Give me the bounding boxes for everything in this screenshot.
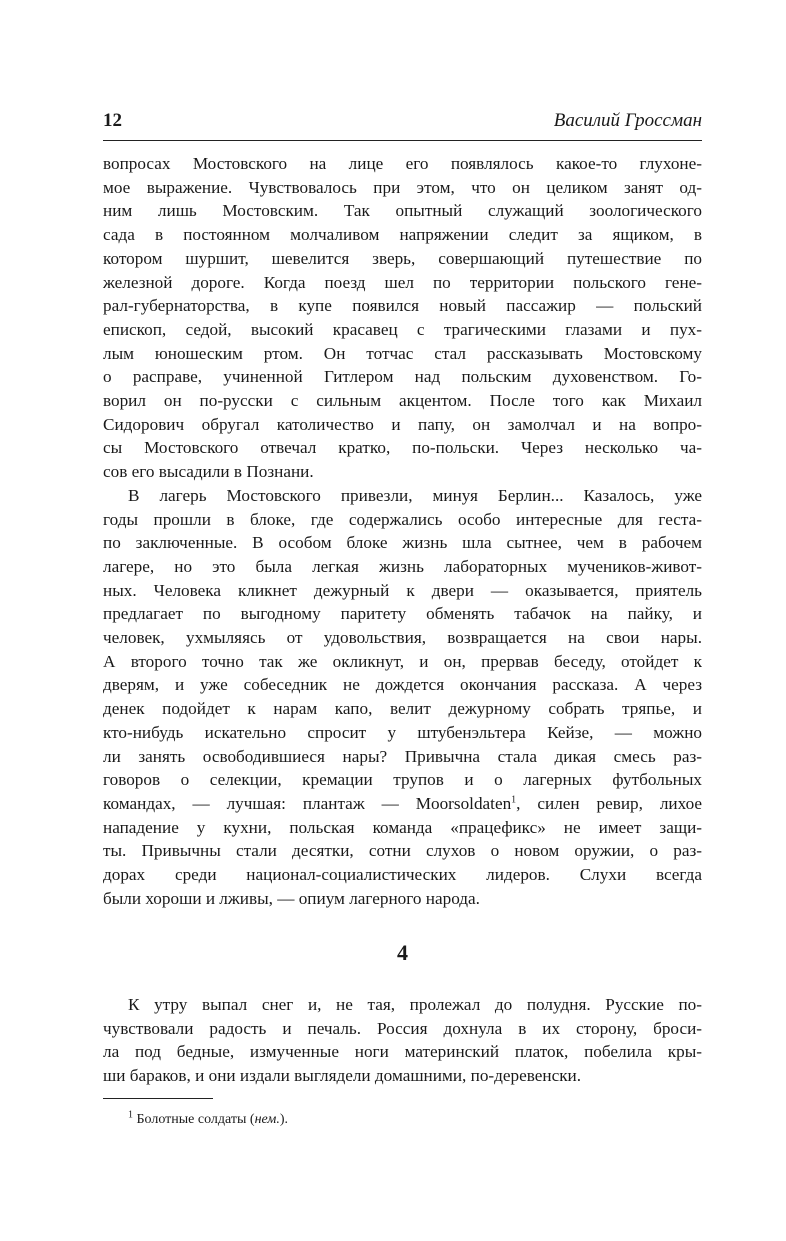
text-line: ных. Человека кликнет дежурный к двери — оказывается, приятель bbox=[103, 580, 702, 600]
footnote-reference[interactable]: 1 bbox=[511, 794, 517, 806]
text-line: В лагерь Мостовского привезли, минуя Берлин... Казалось, уже bbox=[128, 485, 702, 505]
section-paragraph bbox=[103, 993, 702, 1088]
main-text bbox=[103, 152, 702, 911]
text-line: рал-губернаторства, в купе появился новый пассажир — польский bbox=[103, 296, 702, 316]
text-line: железной дороге. Когда поезд шел по территории польского гене- bbox=[103, 272, 702, 292]
text-line: нападение у кухни, польская команда «працефикс» не имеет защи- bbox=[103, 817, 702, 837]
text-line: ворил он по-русски с сильным акцентом. После того как Михаил bbox=[103, 391, 702, 411]
text-line: котором шуршит, шевелится зверь, совершающий путешествие по bbox=[103, 248, 702, 268]
text-line: чувствовали радость и печаль. Россия дохнула в их сторону, броси- bbox=[103, 1018, 702, 1038]
header-rule bbox=[103, 140, 702, 141]
footnote bbox=[128, 1109, 288, 1128]
text-line: лым юношеским ртом. Он тотчас стал рассказывать Мостовскому bbox=[103, 343, 702, 363]
text-line: по заключенные. В особом блоке жизнь шла сытнее, чем в рабочем bbox=[103, 533, 702, 553]
text-line: ним лишь Мостовским. Так опытный служащий зоологического bbox=[103, 201, 702, 221]
text-line: о расправе, учиненной Гитлером над польским духовенством. Го- bbox=[103, 367, 702, 387]
running-head-author: Василий Гроссман bbox=[553, 110, 702, 131]
text-line: денек подойдет к нарам капо, велит дежурному собрать тряпье, и bbox=[103, 699, 702, 719]
text-line: ли занять освободившиеся нары? Привычна стала дикая смесь раз- bbox=[103, 746, 702, 766]
text-line: епископ, седой, высокий красавец с трагическими глазами и пух- bbox=[103, 319, 702, 339]
footnote-language: нем. bbox=[254, 1112, 280, 1127]
text-line: человек, ухмыляясь от удовольствия, возвращается на свои нары. bbox=[103, 628, 702, 648]
page-number: 12 bbox=[103, 110, 122, 131]
text-line: были хороши и лживы, — опиум лагерного народа. bbox=[103, 888, 480, 908]
text-line: сов его высадили в Познани. bbox=[103, 462, 314, 482]
text-line: мое выражение. Чувствовалось при этом, что он целиком занят од- bbox=[103, 177, 702, 197]
text-line: ши бараков, и они издали выглядели домашними, по-деревенски. bbox=[103, 1066, 582, 1086]
text-line: вопросах Мостовского на лице его появлялось какое-то глухоне- bbox=[103, 154, 702, 173]
section-number: 4 bbox=[397, 940, 408, 965]
paragraph-2 bbox=[103, 484, 702, 911]
text-line: годы прошли в блоке, где содержались особо интересные для геста- bbox=[103, 509, 702, 529]
text-line: дорах среди национал-социалистических лидеров. Слухи всегда bbox=[103, 865, 702, 885]
text-line: ты. Привычны стали десятки, сотни слухов о новом оружии, о раз- bbox=[103, 841, 702, 861]
text-line: кто-нибудь искательно спросит у штубенэльтера Кейзе, — можно bbox=[103, 722, 702, 742]
text-line: говоров о селекции, кремации трупов и о лагерных футбольных bbox=[103, 770, 702, 790]
running-header bbox=[103, 110, 702, 136]
footnote-marker: 1 bbox=[128, 1109, 133, 1121]
footnote-close: ). bbox=[279, 1112, 288, 1127]
text-line: предлагает по выгодному паритету обменять табачок на пайку, и bbox=[103, 604, 702, 624]
text-line: Сидорович обругал католичество и папу, он замолчал и на вопро- bbox=[103, 414, 702, 434]
text-fragment: командах, — лучшая: плантаж — Moorsoldaten bbox=[103, 793, 512, 813]
text-line: лагере, но это была легкая жизнь лабораторных мучеников-живот- bbox=[103, 556, 702, 576]
text-line: сы Мостовского отвечал кратко, по-польски. Через несколько ча- bbox=[103, 438, 702, 458]
text-line-with-footnote bbox=[103, 792, 702, 816]
text-fragment: , силен ревир, лихое bbox=[516, 793, 702, 813]
text-line: А второго точно так же окликнут, и он, прервав беседу, отойдет к bbox=[103, 651, 702, 671]
text-line: ла под бедные, измученные ноги материнский платок, побелила кры- bbox=[103, 1042, 702, 1062]
paragraph-1 bbox=[103, 152, 702, 484]
text-line: сада в постоянном молчаливом напряжении следит за ящиком, в bbox=[103, 225, 702, 245]
text-line: К утру выпал снег и, не тая, пролежал до полудня. Русские по- bbox=[128, 995, 702, 1014]
text-line: дверям, и уже собеседник не дождется окончания рассказа. А через bbox=[103, 675, 702, 695]
footnote-rule bbox=[103, 1098, 213, 1099]
footnote-text: Болотные солдаты ( bbox=[136, 1112, 255, 1127]
